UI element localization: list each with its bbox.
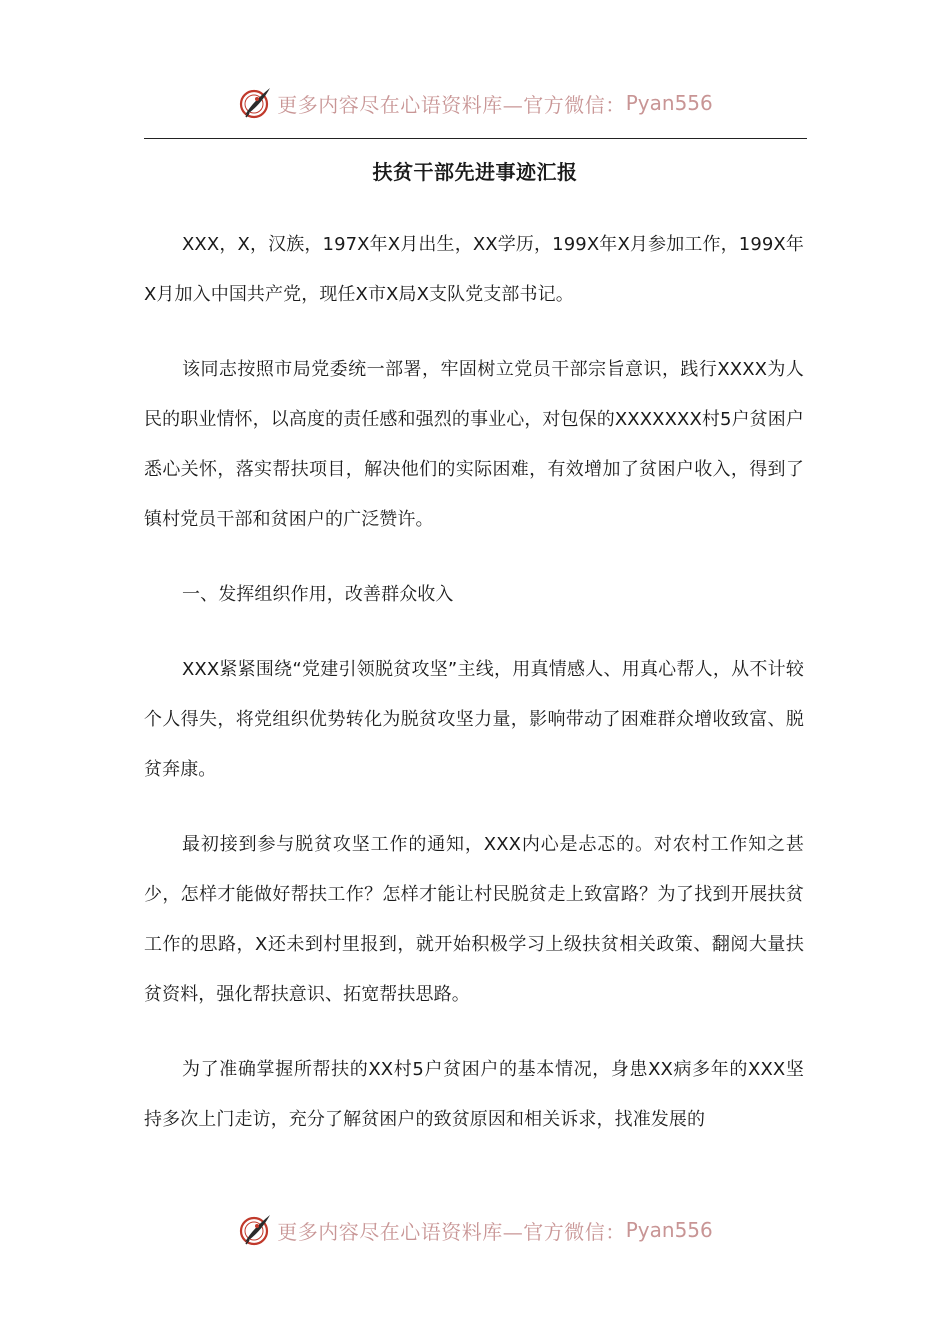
banner-handle: Pyan556 bbox=[625, 1218, 713, 1242]
banner-text: 更多内容尽在心语资料库—官方微信： bbox=[277, 1219, 626, 1244]
paragraph-visits: 为了准确掌握所帮扶的XX村5户贫困户的基本情况，身患XX病多年的XXX坚持多次上门走访，充分了解贫困户的致贫原因和相关诉求，找准发展的 bbox=[144, 1059, 804, 1130]
paragraph-profile: XXX，X，汉族，197X年X月出生，XX学历，199X年X月参加工作，199X年X月加入中国共产党，现任X市X局X支队党支部书记。 bbox=[144, 234, 804, 305]
quill-logo-icon bbox=[237, 1212, 273, 1248]
footer-banner bbox=[0, 1210, 950, 1250]
quill-logo-icon bbox=[237, 85, 273, 121]
section-heading: 一、发挥组织作用，改善群众收入 bbox=[182, 584, 454, 605]
banner-text: 更多内容尽在心语资料库—官方微信： bbox=[277, 92, 626, 117]
document-title: 扶贫干部先进事迹汇报 bbox=[372, 160, 578, 184]
header-divider bbox=[144, 138, 807, 139]
header-banner bbox=[0, 83, 950, 123]
paragraph-initial-notice: 最初接到参与脱贫攻坚工作的通知，XXX内心是忐忑的。对农村工作知之甚少，怎样才能做好帮扶工作？怎样才能让村民脱贫走上致富路？为了找到开展扶贫工作的思路，X还未到村里报到，就开始积极学习上级扶贫相关政策、翻阅大量扶贫资料，强化帮扶意识、拓宽帮扶思路。 bbox=[144, 834, 804, 1005]
paragraph-party-building: XXX紧紧围绕“党建引领脱贫攻坚”主线，用真情感人、用真心帮人，从不计较个人得失，将党组织优势转化为脱贫攻坚力量，影响带动了困难群众增收致富、脱贫奔康。 bbox=[144, 659, 804, 780]
document-body bbox=[144, 220, 804, 1170]
paragraph-summary: 该同志按照市局党委统一部署，牢固树立党员干部宗旨意识，践行XXXX为人民的职业情怀，以高度的责任感和强烈的事业心，对包保的XXXXXXX村5户贫困户悉心关怀，落实帮扶项目，解决他们的实际困难，有效增加了贫困户收入，得到了镇村党员干部和贫困户的广泛赞许。 bbox=[144, 359, 804, 530]
banner-handle: Pyan556 bbox=[625, 91, 713, 115]
